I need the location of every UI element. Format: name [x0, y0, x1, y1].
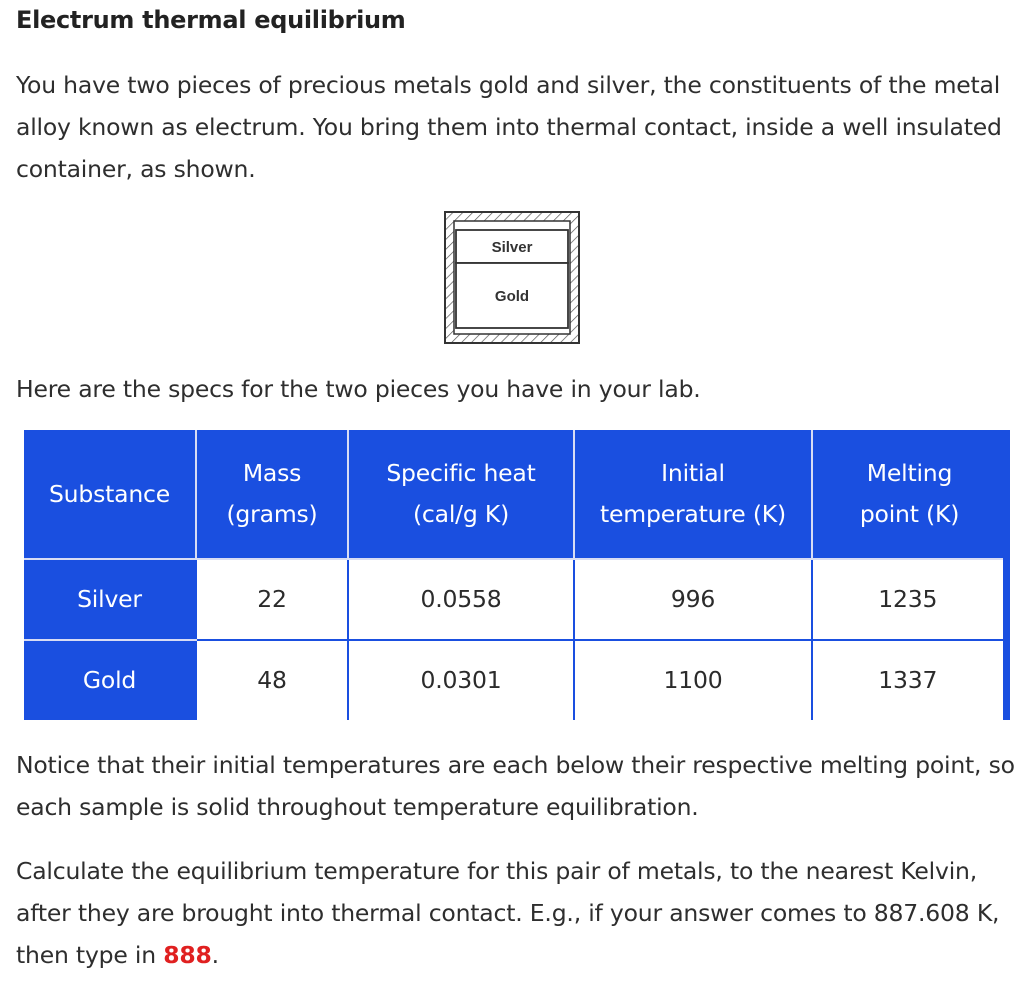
page-title: Electrum thermal equilibrium — [16, 6, 406, 34]
header-initial-temperature: Initial temperature (K) — [574, 430, 812, 559]
insulated-container-diagram — [444, 211, 580, 344]
question-paragraph — [16, 850, 1016, 976]
example-answer: 888 — [163, 941, 212, 969]
notice-paragraph: Notice that their initial temperatures are each below their respective melting point, so each sample is solid throughout temperature equilibration. — [16, 751, 1015, 821]
row-substance: Gold — [82, 666, 137, 694]
header-melting-point: Melting point (K) — [812, 430, 1006, 559]
silver-label: Silver — [491, 239, 533, 256]
intro-paragraph: You have two pieces of precious metals gold and silver, the constituents of the metal alloy known as electrum. You bring them into thermal contact, inside a well insulated container, as shown. — [16, 71, 1002, 183]
header-substance: Substance — [24, 430, 196, 559]
table-row — [24, 640, 1006, 720]
row-specific-heat: 0.0558 — [348, 559, 574, 640]
row-mass: 48 — [196, 640, 348, 720]
header-mass: Mass (grams) — [196, 430, 348, 559]
row-specific-heat: 0.0301 — [348, 640, 574, 720]
question-end: . — [211, 941, 219, 969]
row-substance: Silver — [24, 559, 196, 640]
table-header-row — [24, 430, 1006, 559]
row-initial-temperature: 1100 — [574, 640, 812, 720]
row-initial-temperature: 996 — [574, 559, 812, 640]
row-mass: 22 — [196, 559, 348, 640]
header-specific-heat: Specific heat (cal/g K) — [348, 430, 574, 559]
question-text: Calculate the equilibrium temperature for this pair of metals, to the nearest Kelvin, after they are brought into thermal contact. E.g., if your answer comes to 887.608 K, then type in — [16, 857, 1000, 969]
row-melting-point: 1235 — [812, 559, 1006, 640]
table-row — [24, 559, 1006, 640]
gold-label: Gold — [494, 288, 530, 305]
specs-table — [24, 430, 1010, 720]
row-melting-point: 1337 — [812, 640, 1006, 720]
specs-intro: Here are the specs for the two pieces you have in your lab. — [16, 375, 701, 403]
